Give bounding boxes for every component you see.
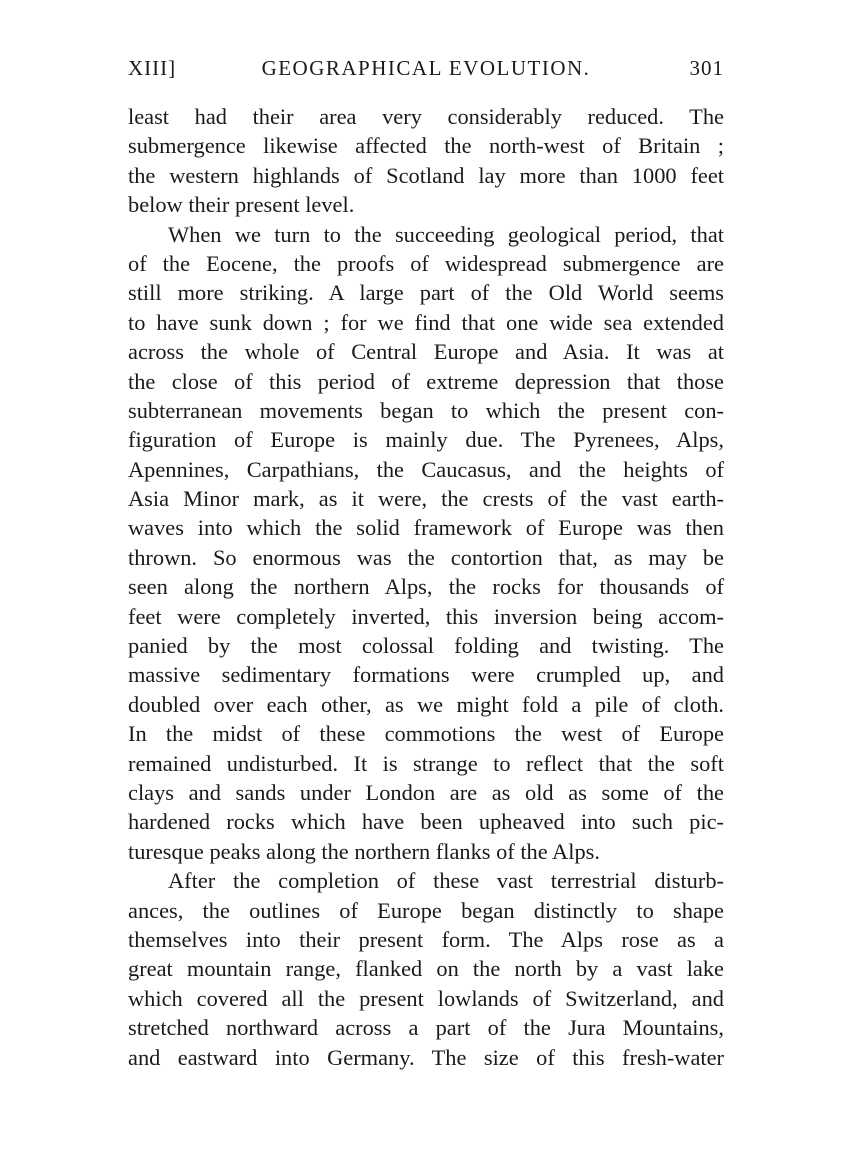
text-line: to have sunk down ; for we find that one wide sea extended — [128, 309, 724, 335]
text-line: least had their area very considerably reduced. The — [128, 104, 724, 129]
chapter-number: XIII] — [128, 56, 177, 80]
text-line: doubled over each other, as we might fold a pile of cloth. — [128, 691, 724, 717]
text-line: the western highlands of Scotland lay more than 1000 feet — [128, 162, 724, 188]
body-text — [128, 102, 724, 1072]
text-line: thrown. So enormous was the contortion that, as may be — [128, 544, 724, 570]
text-line: submergence likewise affected the north-west of Britain ; — [128, 133, 724, 159]
text-line: Apennines, Carpathians, the Caucasus, and the heights of — [128, 456, 724, 482]
text-line: Asia Minor mark, as it were, the crests of the vast earth- — [128, 486, 724, 512]
text-line: figuration of Europe is mainly due. The Pyrenees, Alps, — [128, 427, 724, 453]
text-line: ances, the outlines of Europe began distinctly to shape — [128, 897, 724, 923]
page-number: 301 — [689, 56, 724, 80]
text-line: waves into which the solid framework of Europe was then — [128, 515, 724, 541]
text-line: across the whole of Central Europe and Asia. It was at — [128, 339, 724, 365]
text-line: great mountain range, flanked on the north by a vast lake — [128, 956, 724, 982]
text-line: seen along the northern Alps, the rocks for thousands of — [128, 574, 724, 600]
text-line: subterranean movements began to which the present con- — [128, 397, 724, 423]
text-line: hardened rocks which have been upheaved into such pic- — [128, 809, 724, 835]
text-line: feet were completely inverted, this inversion being accom- — [128, 603, 724, 629]
text-line: clays and sands under London are as old as some of the — [128, 779, 724, 805]
text-line: of the Eocene, the proofs of widespread submergence are — [128, 250, 724, 276]
text-line: panied by the most colossal folding and twisting. The — [128, 633, 724, 659]
text-line: which covered all the present lowlands of Switzerland, and — [128, 985, 724, 1011]
text-line: the close of this period of extreme depression that those — [128, 368, 724, 394]
running-title: GEOGRAPHICAL EVOLUTION. — [261, 56, 591, 80]
text-line: themselves into their present form. The Alps rose as a — [128, 926, 724, 952]
text-line: still more striking. A large part of the Old World seems — [128, 280, 724, 306]
text-line: and eastward into Germany. The size of this fresh-water — [128, 1044, 724, 1070]
text-line: remained undisturbed. It is strange to reflect that the soft — [128, 750, 724, 776]
text-line: turesque peaks along the northern flanks of the Alps. — [128, 838, 600, 864]
text-line: After the completion of these vast terrestrial disturb- — [168, 868, 724, 894]
text-line: massive sedimentary formations were crumpled up, and — [128, 662, 724, 688]
text-line: In the midst of these commotions the west of Europe — [128, 721, 724, 747]
text-line: below their present level. — [128, 192, 355, 218]
running-head — [128, 56, 724, 90]
book-page — [128, 56, 724, 1072]
text-line: When we turn to the succeeding geological period, that — [168, 221, 724, 247]
text-line: stretched northward across a part of the Jura Mountains, — [128, 1015, 724, 1041]
